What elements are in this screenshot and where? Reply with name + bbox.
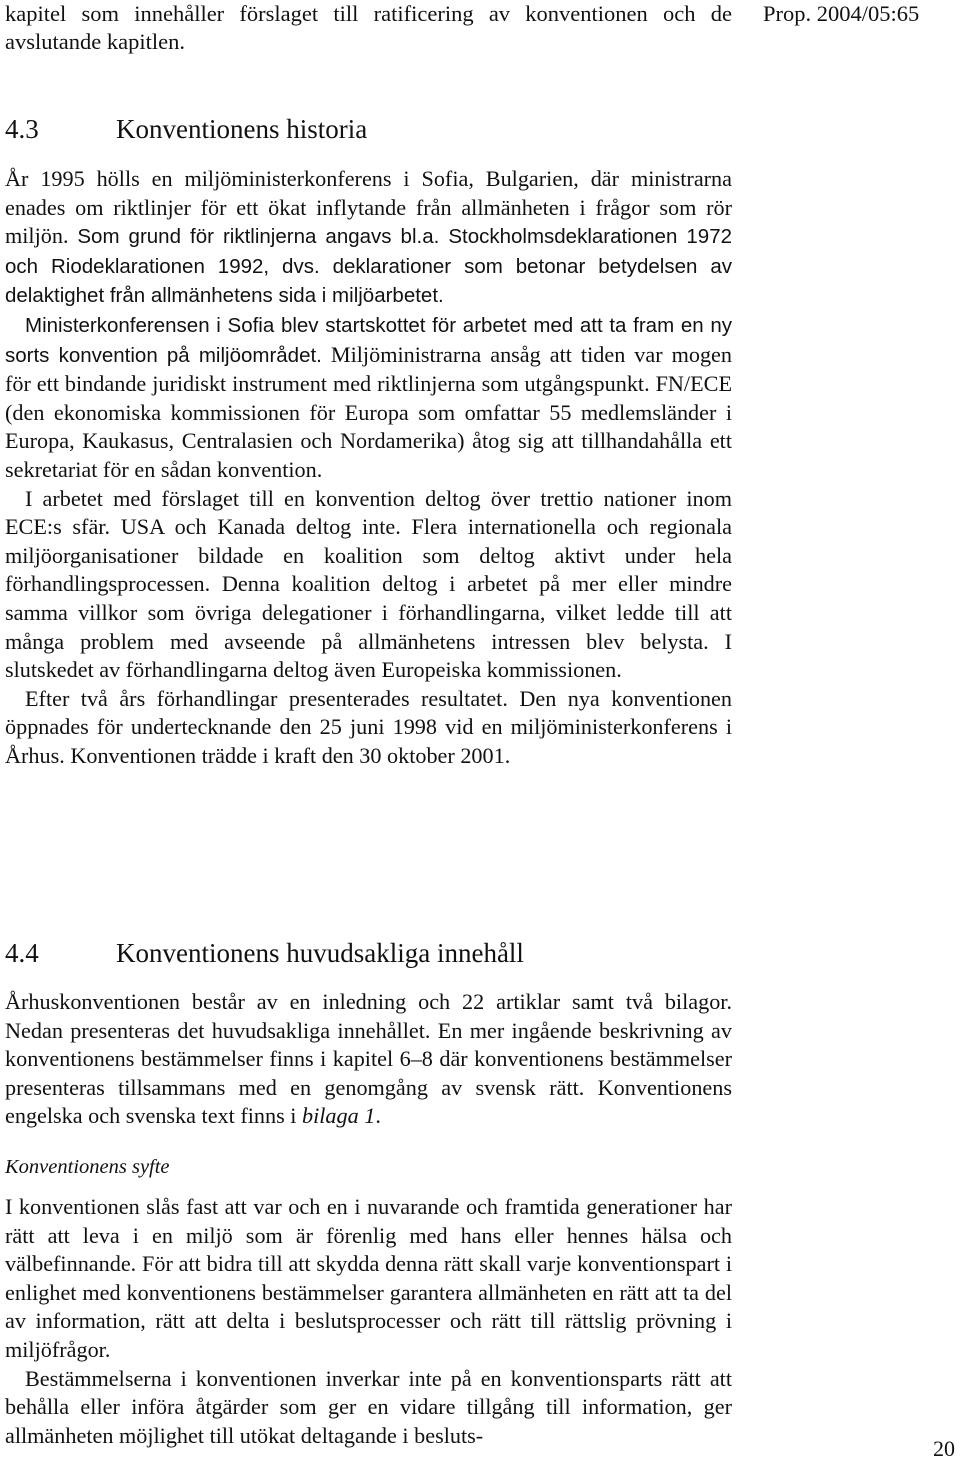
- section-title: Konventionens historia: [116, 114, 368, 144]
- intro-line-2: avslutande kapitlen.: [5, 29, 185, 54]
- section-4-4-body: [5, 988, 732, 1131]
- paragraph-text-sans: Ministerkonferensen i Sofia blev startskottet för arbetet med att ta fram en ny sorts konvention på miljöområdet.: [5, 313, 732, 367]
- appendix-reference: bilaga 1: [302, 1103, 376, 1129]
- section-4-3-body: [5, 165, 732, 770]
- paragraph: [5, 165, 732, 311]
- intro-text: [5, 0, 732, 56]
- section-number: 4.4: [5, 938, 39, 968]
- subheading: Konventionens syfte: [5, 1156, 170, 1178]
- paragraph-text: År 1995 hölls en miljöministerkonferens i Sofia, Bulgarien, där ministrarna enades om riktlinjer för ett ökat inflytande från allmänheten i frågor som rör miljön.: [5, 166, 732, 249]
- intro-line-1: kapitel som innehåller förslaget till ratificering av konventionen och de: [5, 1, 732, 26]
- paragraph: [5, 988, 732, 1131]
- section-4-4-body-continued: [5, 1193, 732, 1450]
- paragraph: Bestämmelserna i konventionen inverkar inte på en konventionsparts rätt att behålla eller införa åtgärder som ger en vidare tillgång till information, ger allmänheten möjlighet till utökat deltagande i besluts-: [5, 1365, 732, 1448]
- paragraph-text-sans: Som grund för riktlinjerna angavs bl.a. Stockholmsdeklarationen 1972 och Riodeklarationen 1992, dvs. deklarationer som betonar betydelsen av delaktighet från allmänhetens sida i miljöarbetet.: [5, 225, 732, 308]
- document-reference: Prop. 2004/05:65: [763, 1, 920, 26]
- paragraph: I konventionen slås fast att var och en i nuvarande och framtida generationer har rätt att leva i en miljö som är förenlig med hans eller hennes hälsa och välbefinnande. För att bidra till att skydda denna rätt skall varje konventionspart i enlighet med konventionens bestämmelser garantera allmänheten en rätt att ta del av information, rätt att delta i beslutsprocesser och rätt till rättslig prövning i miljöfrågor.: [5, 1194, 732, 1362]
- section-title: Konventionens huvudsakliga innehåll: [116, 938, 524, 968]
- paragraph: [5, 311, 732, 485]
- paragraph-text: Århuskonventionen består av en inledning och 22 artiklar samt två bilagor. Nedan presenteras det huvudsakliga innehållet. En mer ingående beskrivning av konventionens bestämmelser finns i kapitel 6–8 där konventionens bestämmelser presenteras tillsammans med en genomgång av svensk rätt. Konventionens engelska och svenska text finns i: [5, 989, 732, 1129]
- paragraph-text: .: [375, 1103, 381, 1129]
- paragraph: I arbetet med förslaget till en konvention deltog över trettio nationer inom ECE:s sfär. USA och Kanada deltog inte. Flera internationella och regionala miljöorganisationer bildade en koalition som deltog aktivt under hela förhandlingsprocessen. Denna koalition deltog i arbetet på mer eller mindre samma villkor som övriga delegationer i förhandlingarna, vilket ledde till att många problem med avseende på allmänhetens intressen blev belysta. I slutskedet av förhandlingarna deltog även Europeiska kommissionen.: [5, 485, 732, 683]
- paragraph-text: Miljöministrarna ansåg att tiden var mogen för ett bindande juridiskt instrument med riktlinjerna som utgångspunkt. FN/ECE (den ekonomiska kommissionen för Europa som omfattar 55 medlemsländer i Europa, Kaukasus, Centralasien och Nordamerika) åtog sig att tillhandahålla ett sekretariat för en sådan konvention.: [5, 341, 733, 482]
- section-number: 4.3: [5, 114, 39, 144]
- paragraph: Efter två års förhandlingar presenterades resultatet. Den nya konventionen öppnades för undertecknande den 25 juni 1998 vid en miljöministerkonferens i Århus. Konventionen trädde i kraft den 30 oktober 2001.: [5, 685, 732, 768]
- page-number: 20: [933, 1436, 955, 1461]
- section-4-4-heading: [5, 937, 524, 969]
- section-4-3-heading: [5, 113, 367, 145]
